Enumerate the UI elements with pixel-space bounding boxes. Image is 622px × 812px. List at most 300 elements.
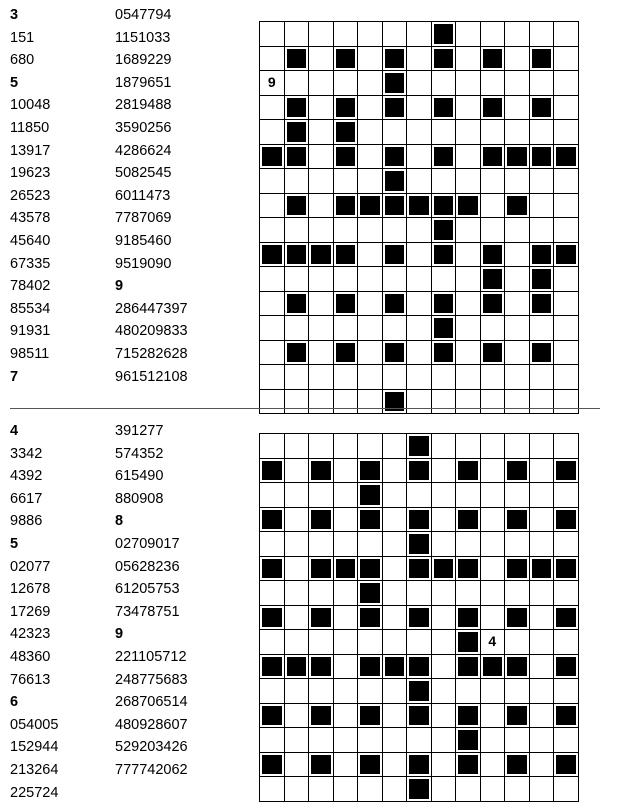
grid-cell[interactable] (456, 483, 481, 508)
grid-cell[interactable] (358, 71, 383, 96)
grid-cell[interactable] (358, 169, 383, 194)
grid-cell[interactable] (285, 390, 310, 415)
grid-cell[interactable] (358, 120, 383, 145)
grid-cell[interactable] (358, 145, 383, 170)
grid-cell[interactable] (309, 267, 334, 292)
grid-cell[interactable] (481, 218, 506, 243)
grid-cell[interactable] (383, 630, 408, 655)
grid-cell[interactable] (309, 532, 334, 557)
grid-cell[interactable] (481, 459, 506, 484)
grid-cell[interactable] (260, 581, 285, 606)
grid-cell[interactable] (456, 120, 481, 145)
grid-cell[interactable] (260, 679, 285, 704)
black-cell (358, 606, 383, 631)
grid-cell[interactable] (309, 22, 334, 47)
grid-cell[interactable] (285, 508, 310, 533)
grid-cell[interactable] (481, 390, 506, 415)
grid-cell[interactable] (334, 630, 359, 655)
grid-cell[interactable] (285, 434, 310, 459)
grid-cell[interactable] (260, 169, 285, 194)
grid-cell[interactable] (334, 22, 359, 47)
grid-cell[interactable] (554, 581, 579, 606)
grid-cell[interactable] (432, 704, 457, 729)
grid-cell[interactable] (407, 243, 432, 268)
grid-cell[interactable] (505, 243, 530, 268)
grid-cell[interactable] (407, 292, 432, 317)
grid-cell[interactable] (334, 753, 359, 778)
grid-cell[interactable] (432, 169, 457, 194)
grid-cell[interactable] (505, 679, 530, 704)
grid-cell[interactable] (481, 316, 506, 341)
grid-cell[interactable] (309, 581, 334, 606)
grid-cell[interactable] (432, 532, 457, 557)
grid-cell[interactable] (530, 194, 555, 219)
grid-cell[interactable] (358, 22, 383, 47)
grid-cell[interactable] (309, 218, 334, 243)
word-entry: 12678 (10, 581, 51, 598)
grid-cell[interactable] (358, 532, 383, 557)
grid-cell[interactable] (554, 532, 579, 557)
grid-cell[interactable] (383, 508, 408, 533)
grid-cell[interactable] (456, 341, 481, 366)
grid-cell[interactable] (334, 679, 359, 704)
grid-cell[interactable] (432, 483, 457, 508)
grid-cell[interactable] (554, 316, 579, 341)
grid-cell[interactable] (432, 508, 457, 533)
grid-cell[interactable] (530, 316, 555, 341)
grid-cell[interactable] (432, 581, 457, 606)
grid-cell[interactable] (407, 120, 432, 145)
word-entry: 4286624 (115, 142, 172, 159)
grid-cell[interactable] (530, 704, 555, 729)
grid-cell[interactable] (530, 777, 555, 802)
grid-cell[interactable] (456, 292, 481, 317)
grid-cell[interactable] (309, 728, 334, 753)
grid-cell[interactable] (407, 22, 432, 47)
grid-cell[interactable] (260, 532, 285, 557)
grid-cell[interactable] (432, 459, 457, 484)
grid-cell[interactable] (309, 169, 334, 194)
grid-cell[interactable] (260, 483, 285, 508)
grid-cell[interactable] (285, 777, 310, 802)
grid-cell[interactable] (383, 704, 408, 729)
grid-cell[interactable] (554, 630, 579, 655)
grid-cell[interactable] (432, 728, 457, 753)
grid-cell[interactable] (456, 169, 481, 194)
grid-cell[interactable] (407, 630, 432, 655)
grid-cell[interactable] (481, 434, 506, 459)
grid-cell[interactable] (505, 532, 530, 557)
grid-cell[interactable] (505, 47, 530, 72)
grid-cell[interactable] (530, 218, 555, 243)
grid-cell[interactable] (554, 218, 579, 243)
grid-cell[interactable] (260, 630, 285, 655)
grid-cell[interactable] (554, 120, 579, 145)
grid-cell[interactable] (432, 434, 457, 459)
grid-cell[interactable] (334, 390, 359, 415)
grid-cell[interactable] (554, 194, 579, 219)
grid-cell[interactable] (505, 71, 530, 96)
grid-cell[interactable] (383, 120, 408, 145)
grid-cell[interactable] (260, 365, 285, 390)
grid-cell[interactable] (554, 728, 579, 753)
grid-cell[interactable] (334, 316, 359, 341)
grid-cell[interactable] (334, 459, 359, 484)
grid-cell[interactable] (554, 679, 579, 704)
grid-cell[interactable] (285, 218, 310, 243)
grid-cell[interactable] (358, 47, 383, 72)
grid-cell[interactable] (407, 218, 432, 243)
grid-cell[interactable] (456, 47, 481, 72)
grid-cell[interactable] (505, 218, 530, 243)
grid-cell[interactable] (554, 47, 579, 72)
grid-cell[interactable] (505, 22, 530, 47)
grid-cell[interactable] (285, 483, 310, 508)
grid-cell[interactable] (456, 316, 481, 341)
grid-cell[interactable] (383, 679, 408, 704)
grid-cell[interactable] (260, 22, 285, 47)
grid-cell[interactable] (383, 557, 408, 582)
grid-cell[interactable] (334, 483, 359, 508)
grid-cell[interactable] (309, 630, 334, 655)
grid-cell[interactable] (530, 679, 555, 704)
grid-cell[interactable] (432, 267, 457, 292)
word-entry: 9185460 (115, 232, 172, 249)
grid-cell[interactable] (432, 630, 457, 655)
grid-cell[interactable] (505, 96, 530, 121)
grid-cell[interactable] (260, 194, 285, 219)
grid-cell[interactable] (358, 630, 383, 655)
grid-cell[interactable] (334, 606, 359, 631)
grid-cell[interactable] (530, 753, 555, 778)
grid-cell[interactable] (481, 630, 506, 655)
grid-cell[interactable] (334, 365, 359, 390)
grid-cell[interactable] (407, 71, 432, 96)
word-entry: 48360 (10, 648, 51, 665)
grid-cell[interactable] (260, 71, 285, 96)
black-cell (456, 194, 481, 219)
grid-cell[interactable] (530, 22, 555, 47)
grid-cell[interactable] (554, 22, 579, 47)
grid-cell[interactable] (309, 71, 334, 96)
grid-cell[interactable] (530, 459, 555, 484)
grid-cell[interactable] (309, 777, 334, 802)
grid-cell[interactable] (432, 120, 457, 145)
grid-cell[interactable] (285, 267, 310, 292)
grid-cell[interactable] (432, 679, 457, 704)
grid-cell[interactable] (260, 390, 285, 415)
black-cell (358, 194, 383, 219)
grid-cell[interactable] (334, 508, 359, 533)
grid-cell[interactable] (334, 581, 359, 606)
grid-cell[interactable] (383, 483, 408, 508)
grid-cell[interactable] (285, 169, 310, 194)
grid-cell[interactable] (285, 704, 310, 729)
grid-cell[interactable] (285, 679, 310, 704)
grid-cell[interactable] (530, 581, 555, 606)
grid-cell[interactable] (530, 630, 555, 655)
grid-cell[interactable] (285, 22, 310, 47)
grid-cell[interactable] (505, 267, 530, 292)
grid-cell[interactable] (407, 267, 432, 292)
grid-cell[interactable] (358, 316, 383, 341)
grid-cell[interactable] (481, 365, 506, 390)
grid-cell[interactable] (554, 483, 579, 508)
grid-cell[interactable] (407, 390, 432, 415)
grid-cell[interactable] (554, 341, 579, 366)
grid-cell[interactable] (456, 218, 481, 243)
grid-cell[interactable] (358, 218, 383, 243)
grid-cell[interactable] (285, 630, 310, 655)
grid-cell[interactable] (285, 459, 310, 484)
grid-cell[interactable] (358, 267, 383, 292)
grid-cell[interactable] (554, 96, 579, 121)
grid-cell[interactable] (530, 483, 555, 508)
grid-cell[interactable] (554, 267, 579, 292)
grid-cell[interactable] (481, 728, 506, 753)
grid-cell[interactable] (334, 434, 359, 459)
word-entry: 5082545 (115, 165, 172, 182)
grid-cell[interactable] (358, 365, 383, 390)
grid-cell[interactable] (383, 267, 408, 292)
grid-cell[interactable] (456, 365, 481, 390)
grid-cell[interactable] (456, 145, 481, 170)
grid-cell[interactable] (407, 47, 432, 72)
grid-cell[interactable] (285, 557, 310, 582)
grid-cell[interactable] (358, 390, 383, 415)
grid-cell[interactable] (383, 22, 408, 47)
grid-cell[interactable] (481, 169, 506, 194)
grid-cell[interactable] (407, 728, 432, 753)
grid-cell[interactable] (407, 169, 432, 194)
grid-cell[interactable] (432, 71, 457, 96)
grid-cell[interactable] (260, 341, 285, 366)
grid-cell[interactable] (358, 679, 383, 704)
grid-cell[interactable] (383, 753, 408, 778)
grid-cell[interactable] (432, 606, 457, 631)
grid-cell[interactable] (260, 47, 285, 72)
grid-cell[interactable] (456, 243, 481, 268)
grid-cell[interactable] (260, 316, 285, 341)
length-header: 3 (10, 7, 19, 23)
grid-cell[interactable] (432, 390, 457, 415)
grid-cell[interactable] (554, 434, 579, 459)
grid-cell[interactable] (481, 679, 506, 704)
grid-cell[interactable] (309, 341, 334, 366)
grid-cell[interactable] (334, 218, 359, 243)
grid-cell[interactable] (481, 508, 506, 533)
grid-cell[interactable] (407, 96, 432, 121)
grid-cell[interactable] (407, 316, 432, 341)
grid-cell[interactable] (285, 316, 310, 341)
grid-cell[interactable] (456, 390, 481, 415)
grid-cell[interactable] (260, 292, 285, 317)
grid-cell[interactable] (383, 459, 408, 484)
grid-cell[interactable] (383, 434, 408, 459)
grid-cell[interactable] (456, 581, 481, 606)
grid-cell[interactable] (407, 341, 432, 366)
grid-cell[interactable] (383, 777, 408, 802)
grid-cell[interactable] (358, 434, 383, 459)
grid-cell[interactable] (456, 22, 481, 47)
grid-cell[interactable] (260, 120, 285, 145)
grid-cell[interactable] (260, 434, 285, 459)
grid-cell[interactable] (456, 434, 481, 459)
grid-cell[interactable] (309, 316, 334, 341)
grid-cell[interactable] (358, 243, 383, 268)
grid-cell[interactable] (285, 753, 310, 778)
grid-cell[interactable] (505, 365, 530, 390)
grid-cell[interactable] (505, 169, 530, 194)
word-entry: 91931 (10, 323, 51, 340)
grid-cell[interactable] (334, 169, 359, 194)
grid-cell[interactable] (407, 365, 432, 390)
grid-cell[interactable] (505, 120, 530, 145)
grid-cell[interactable] (505, 390, 530, 415)
grid-cell[interactable] (456, 96, 481, 121)
grid-cell[interactable] (309, 194, 334, 219)
grid-cell[interactable] (530, 655, 555, 680)
grid-cell[interactable] (481, 71, 506, 96)
grid-cell[interactable] (481, 753, 506, 778)
grid-cell[interactable] (309, 120, 334, 145)
grid-cell[interactable] (285, 532, 310, 557)
grid-cell[interactable] (383, 606, 408, 631)
grid-cell[interactable] (432, 753, 457, 778)
grid-cell[interactable] (358, 292, 383, 317)
grid-cell[interactable] (481, 120, 506, 145)
grid-cell[interactable] (260, 96, 285, 121)
black-cell (554, 243, 579, 268)
grid-cell[interactable] (530, 728, 555, 753)
grid-cell[interactable] (505, 434, 530, 459)
grid-cell[interactable] (530, 120, 555, 145)
grid-cell[interactable] (530, 606, 555, 631)
grid-cell[interactable] (432, 655, 457, 680)
grid-cell[interactable] (530, 508, 555, 533)
grid-cell[interactable] (481, 704, 506, 729)
word-entry: 26523 (10, 187, 51, 204)
grid-cell[interactable] (309, 145, 334, 170)
grid-cell[interactable] (481, 606, 506, 631)
grid-cell[interactable] (505, 630, 530, 655)
grid-cell[interactable] (358, 777, 383, 802)
black-cell (285, 96, 310, 121)
grid-cell[interactable] (505, 292, 530, 317)
grid-cell[interactable] (334, 777, 359, 802)
grid-cell[interactable] (260, 267, 285, 292)
grid-cell[interactable] (530, 71, 555, 96)
grid-cell[interactable] (530, 434, 555, 459)
grid-cell[interactable] (456, 267, 481, 292)
puzzle-grid (259, 433, 579, 802)
grid-cell[interactable] (383, 728, 408, 753)
grid-cell[interactable] (358, 728, 383, 753)
grid-cell[interactable] (481, 483, 506, 508)
grid-cell[interactable] (456, 532, 481, 557)
grid-cell[interactable] (481, 557, 506, 582)
grid-cell[interactable] (505, 581, 530, 606)
grid-cell[interactable] (481, 581, 506, 606)
grid-cell[interactable] (505, 341, 530, 366)
grid-cell[interactable] (505, 316, 530, 341)
grid-cell[interactable] (407, 581, 432, 606)
grid-cell[interactable] (334, 728, 359, 753)
grid-cell[interactable] (260, 728, 285, 753)
grid-cell[interactable] (260, 777, 285, 802)
grid-cell[interactable] (554, 169, 579, 194)
grid-cell[interactable] (505, 483, 530, 508)
grid-cell[interactable] (334, 655, 359, 680)
word-entry: 02709017 (115, 535, 180, 552)
black-cell (383, 390, 408, 415)
grid-cell[interactable] (505, 728, 530, 753)
grid-cell[interactable] (554, 292, 579, 317)
grid-cell[interactable] (456, 679, 481, 704)
grid-cell[interactable] (456, 71, 481, 96)
grid-cell[interactable] (554, 365, 579, 390)
word-entry: 0547794 (115, 7, 172, 23)
grid-cell[interactable] (481, 22, 506, 47)
grid-cell[interactable] (260, 218, 285, 243)
grid-cell[interactable] (309, 390, 334, 415)
grid-cell[interactable] (285, 365, 310, 390)
grid-cell[interactable] (309, 292, 334, 317)
grid-cell[interactable] (309, 679, 334, 704)
grid-cell[interactable] (481, 532, 506, 557)
grid-cell[interactable] (383, 532, 408, 557)
grid-cell[interactable] (530, 532, 555, 557)
grid-cell[interactable] (407, 483, 432, 508)
grid-cell[interactable] (309, 365, 334, 390)
grid-cell[interactable] (407, 145, 432, 170)
grid-cell[interactable] (334, 704, 359, 729)
grid-cell[interactable] (309, 47, 334, 72)
grid-cell[interactable] (309, 483, 334, 508)
grid-cell[interactable] (309, 434, 334, 459)
grid-cell[interactable] (334, 267, 359, 292)
grid-cell[interactable] (530, 169, 555, 194)
grid-cell[interactable] (481, 777, 506, 802)
grid-cell[interactable] (309, 96, 334, 121)
grid-cell[interactable] (285, 581, 310, 606)
grid-cell[interactable] (285, 728, 310, 753)
grid-cell[interactable] (285, 71, 310, 96)
word-entry: 10048 (10, 97, 51, 114)
grid-cell[interactable] (383, 316, 408, 341)
grid-cell[interactable] (554, 390, 579, 415)
grid-cell[interactable] (554, 777, 579, 802)
grid-cell[interactable] (358, 96, 383, 121)
grid-cell[interactable] (432, 365, 457, 390)
grid-cell[interactable] (285, 606, 310, 631)
grid-cell[interactable] (432, 777, 457, 802)
grid-cell[interactable] (530, 365, 555, 390)
grid-cell[interactable] (554, 71, 579, 96)
grid-cell[interactable] (334, 532, 359, 557)
grid-cell[interactable] (358, 341, 383, 366)
grid-cell[interactable] (481, 194, 506, 219)
grid-cell[interactable] (334, 71, 359, 96)
grid-cell[interactable] (383, 218, 408, 243)
grid-cell[interactable] (505, 777, 530, 802)
grid-cell[interactable] (383, 581, 408, 606)
grid-cell[interactable] (456, 777, 481, 802)
grid-cell[interactable] (530, 390, 555, 415)
black-cell (432, 96, 457, 121)
grid-cell[interactable] (383, 365, 408, 390)
black-cell (358, 655, 383, 680)
